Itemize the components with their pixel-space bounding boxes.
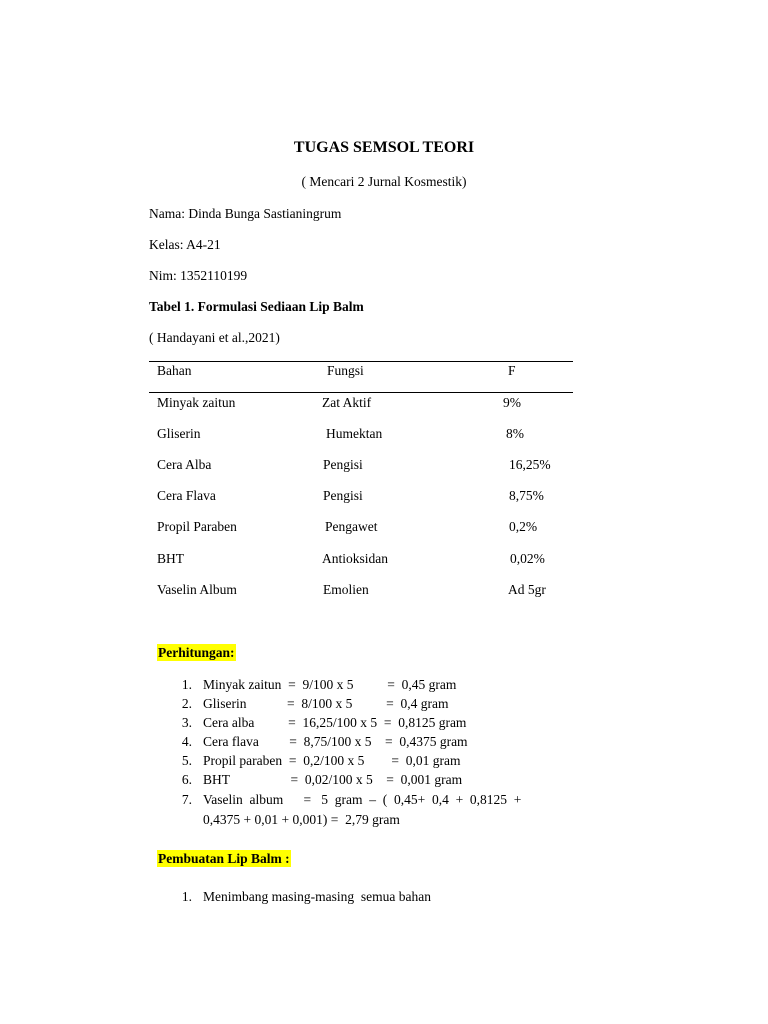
- table-cell-f: 0,02%: [510, 551, 545, 566]
- table-cell-f: Ad 5gr: [508, 582, 546, 597]
- table-cell-fungsi: Pengisi: [323, 488, 363, 503]
- table-cell-f: 8%: [506, 426, 524, 441]
- table-top-rule: [149, 361, 573, 362]
- list-number: 3.: [181, 715, 192, 730]
- list-number: 6.: [181, 772, 192, 787]
- identity-nama: Nama: Dinda Bunga Sastianingrum: [149, 206, 342, 221]
- table-header-bahan: Bahan: [157, 363, 192, 378]
- list-text: Propil paraben = 0,2/100 x 5 = 0,01 gram: [203, 753, 461, 768]
- list-number: 5.: [181, 753, 192, 768]
- table-cell-bahan: Cera Alba: [157, 457, 212, 472]
- pembuatan-heading-text: Pembuatan Lip Balm :: [158, 851, 290, 866]
- list-text: 0,4375 + 0,01 + 0,001) = 2,79 gram: [203, 812, 400, 827]
- table-cell-fungsi: Emolien: [323, 582, 369, 597]
- list-number: 4.: [181, 734, 192, 749]
- table-cell-f: 9%: [503, 395, 521, 410]
- table-cell-fungsi: Antioksidan: [322, 551, 388, 566]
- list-text: Minyak zaitun = 9/100 x 5 = 0,45 gram: [203, 677, 457, 692]
- list-number: 1.: [181, 677, 192, 692]
- table-header-f: F: [508, 363, 516, 378]
- identity-nim: Nim: 1352110199: [149, 268, 248, 283]
- list-text: Cera alba = 16,25/100 x 5 = 0,8125 gram: [203, 715, 467, 730]
- list-number: 1.: [181, 889, 192, 904]
- table-caption: Tabel 1. Formulasi Sediaan Lip Balm: [149, 299, 364, 314]
- table-source: ( Handayani et al.,2021): [149, 330, 280, 345]
- list-text: Cera flava = 8,75/100 x 5 = 0,4375 gram: [203, 734, 468, 749]
- table-cell-bahan: Vaselin Album: [157, 582, 237, 597]
- list-text: Menimbang masing-masing semua bahan: [203, 889, 431, 904]
- table-header-fungsi: Fungsi: [327, 363, 364, 378]
- table-cell-bahan: Cera Flava: [157, 488, 216, 503]
- perhitungan-heading-text: Perhitungan:: [158, 645, 235, 660]
- list-number: 7.: [181, 792, 192, 807]
- table-cell-fungsi: Zat Aktif: [322, 395, 372, 410]
- identity-kelas: Kelas: A4-21: [149, 237, 221, 252]
- table-header-rule: [149, 392, 573, 393]
- table-cell-bahan: Propil Paraben: [157, 519, 237, 534]
- table-cell-fungsi: Pengisi: [323, 457, 363, 472]
- table-cell-f: 16,25%: [509, 457, 551, 472]
- document-title: TUGAS SEMSOL TEORI: [293, 139, 475, 156]
- list-text: BHT = 0,02/100 x 5 = 0,001 gram: [203, 772, 463, 787]
- table-cell-fungsi: Humektan: [326, 426, 383, 441]
- table-cell-fungsi: Pengawet: [325, 519, 378, 534]
- list-text: Gliserin = 8/100 x 5 = 0,4 gram: [203, 696, 449, 711]
- list-text: Vaselin album = 5 gram – ( 0,45+ 0,4 + 0,8125 +: [203, 792, 522, 807]
- list-number: 2.: [181, 696, 192, 711]
- table-cell-f: 8,75%: [509, 488, 544, 503]
- table-cell-f: 0,2%: [509, 519, 538, 534]
- document-subtitle: ( Mencari 2 Jurnal Kosmestik): [301, 174, 467, 189]
- pembuatan-heading: [157, 851, 291, 867]
- perhitungan-heading: [157, 645, 236, 661]
- table-cell-bahan: BHT: [157, 551, 184, 566]
- table-cell-bahan: Minyak zaitun: [157, 395, 236, 410]
- table-cell-bahan: Gliserin: [157, 426, 201, 441]
